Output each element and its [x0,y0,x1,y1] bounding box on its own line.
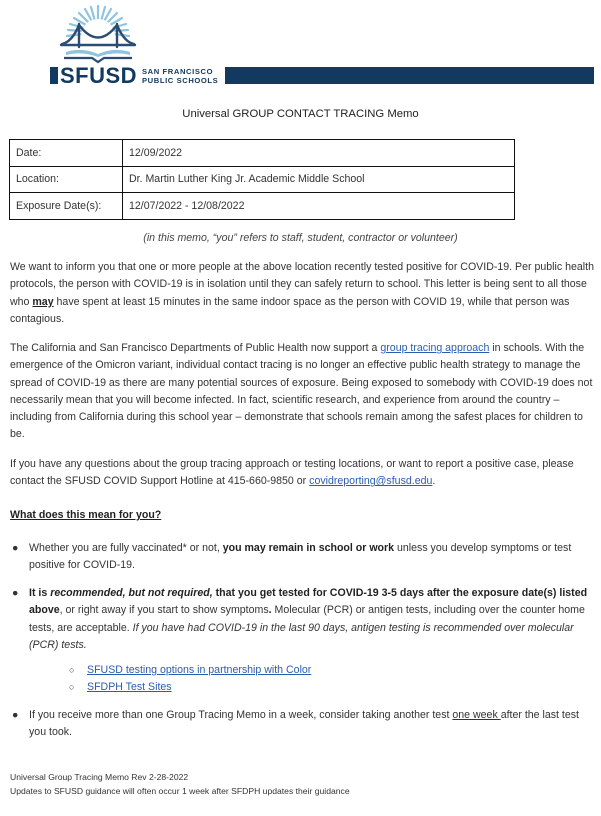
exposure-dates-value: 12/07/2022 - 12/08/2022 [123,193,515,220]
p1-emphasis-may: may [32,295,54,308]
sfusd-color-testing-link[interactable]: SFUSD testing options in partnership with Color [87,664,312,676]
group-tracing-approach-link[interactable]: group tracing approach [380,342,490,354]
memo-info-table [9,139,515,220]
sfusd-logo-text: SFUSD [60,63,138,88]
sub-list-item [69,679,172,696]
bullet-text: If you receive more than one Group Tracing Memo in a week, consider taking another test one week after the last test you took. [29,709,580,739]
sfdph-test-sites-link[interactable]: SFDPH Test Sites [87,681,172,693]
footer-revision: Universal Group Tracing Memo Rev 2-28-2022 [10,772,189,782]
list-item [10,585,595,654]
bullet-text: It is recommended, but not required, that you get tested for COVID-19 3-5 days after the exposure date(s) listed above, or right away if you start to show symptoms. Molecular (PCR) or antigen tests, including over the counter home tests, are acceptable. If you have had COVID-19 in the last 90 days, antigen testing is recommended over molecular (PCR) tests. [29,587,588,651]
date-label: Date: [10,140,123,167]
sfusd-bridge-logo-icon [58,2,138,66]
bullet-text: Whether you are fully vaccinated* or not, you may remain in school or work unless you develop symptoms or test positive for COVID-19. [29,542,572,572]
header-bar-left [50,67,58,84]
p3-text-b: . [432,475,436,488]
sub-bullet-icon: ○ [69,682,75,692]
location-label: Location: [10,166,123,193]
memo-title: Universal GROUP CONTACT TRACING Memo [182,108,419,120]
p2-text-a: The California and San Francisco Departments of Public Health now support a [10,342,381,354]
sfusd-logo-subtitle [142,67,218,85]
table-row [10,166,515,193]
bullet-icon: ● [12,587,19,599]
p2-text-b: in schools. With the emergence of the Omicron variant, individual contact tracing is no longer an effective public health strategy to manage the spread of COVID-19 as there are many potential sources of exposure. Being exposed to somebody with COVID-19 does not necessarily mean that you will become infected. In fact, scientific research, and experience from around the country – including from California during this school year – demonstrate that schools remain among the safest places for children to be. [10,342,593,441]
p3-text-a: If you have any questions about the group tracing approach or testing locations, or want to report a positive case, please contact the SFUSD COVID Support Hotline at 415-660-9850 or [10,458,574,488]
sfusd-header [0,0,601,92]
list-item [10,540,595,575]
bullet-icon: ● [12,542,19,554]
list-item [10,707,595,742]
p1-text-a: We want to inform you that one or more people at the above location recently tested positive for COVID-19. Per public health protocols, the person with COVID-19 is in isolation until they can safely return to school. This letter is being sent to all those who [10,261,594,308]
table-row [10,193,515,220]
bullet-icon: ● [12,709,19,721]
p1-text-b: have spent at least 15 minutes in the same indoor space as the person with COVID 19, while that person was contagious. [10,295,570,325]
date-value: 12/09/2022 [123,140,515,167]
paragraph-notification [10,259,595,328]
section-heading: What does this mean for you? [10,509,162,521]
logo-sub-line1: SAN FRANCISCO [142,67,214,76]
table-row [10,140,515,167]
memo-footer [10,771,350,798]
header-bar-right [225,67,594,84]
memo-note: (in this memo, “you” refers to staff, student, contractor or volunteer) [143,232,458,244]
paragraph-contact [10,456,595,491]
exposure-dates-label: Exposure Date(s): [10,193,123,220]
logo-sub-line2: PUBLIC SCHOOLS [142,76,219,85]
location-value: Dr. Martin Luther King Jr. Academic Middle School [123,166,515,193]
sub-bullet-icon: ○ [69,665,75,675]
paragraph-group-tracing [10,340,595,444]
sub-list-item [69,662,311,679]
footer-update-note: Updates to SFUSD guidance will often occur 1 week after SFDPH updates their guidance [10,785,350,796]
covid-reporting-email-link[interactable]: covidreporting@sfusd.edu [309,475,433,488]
